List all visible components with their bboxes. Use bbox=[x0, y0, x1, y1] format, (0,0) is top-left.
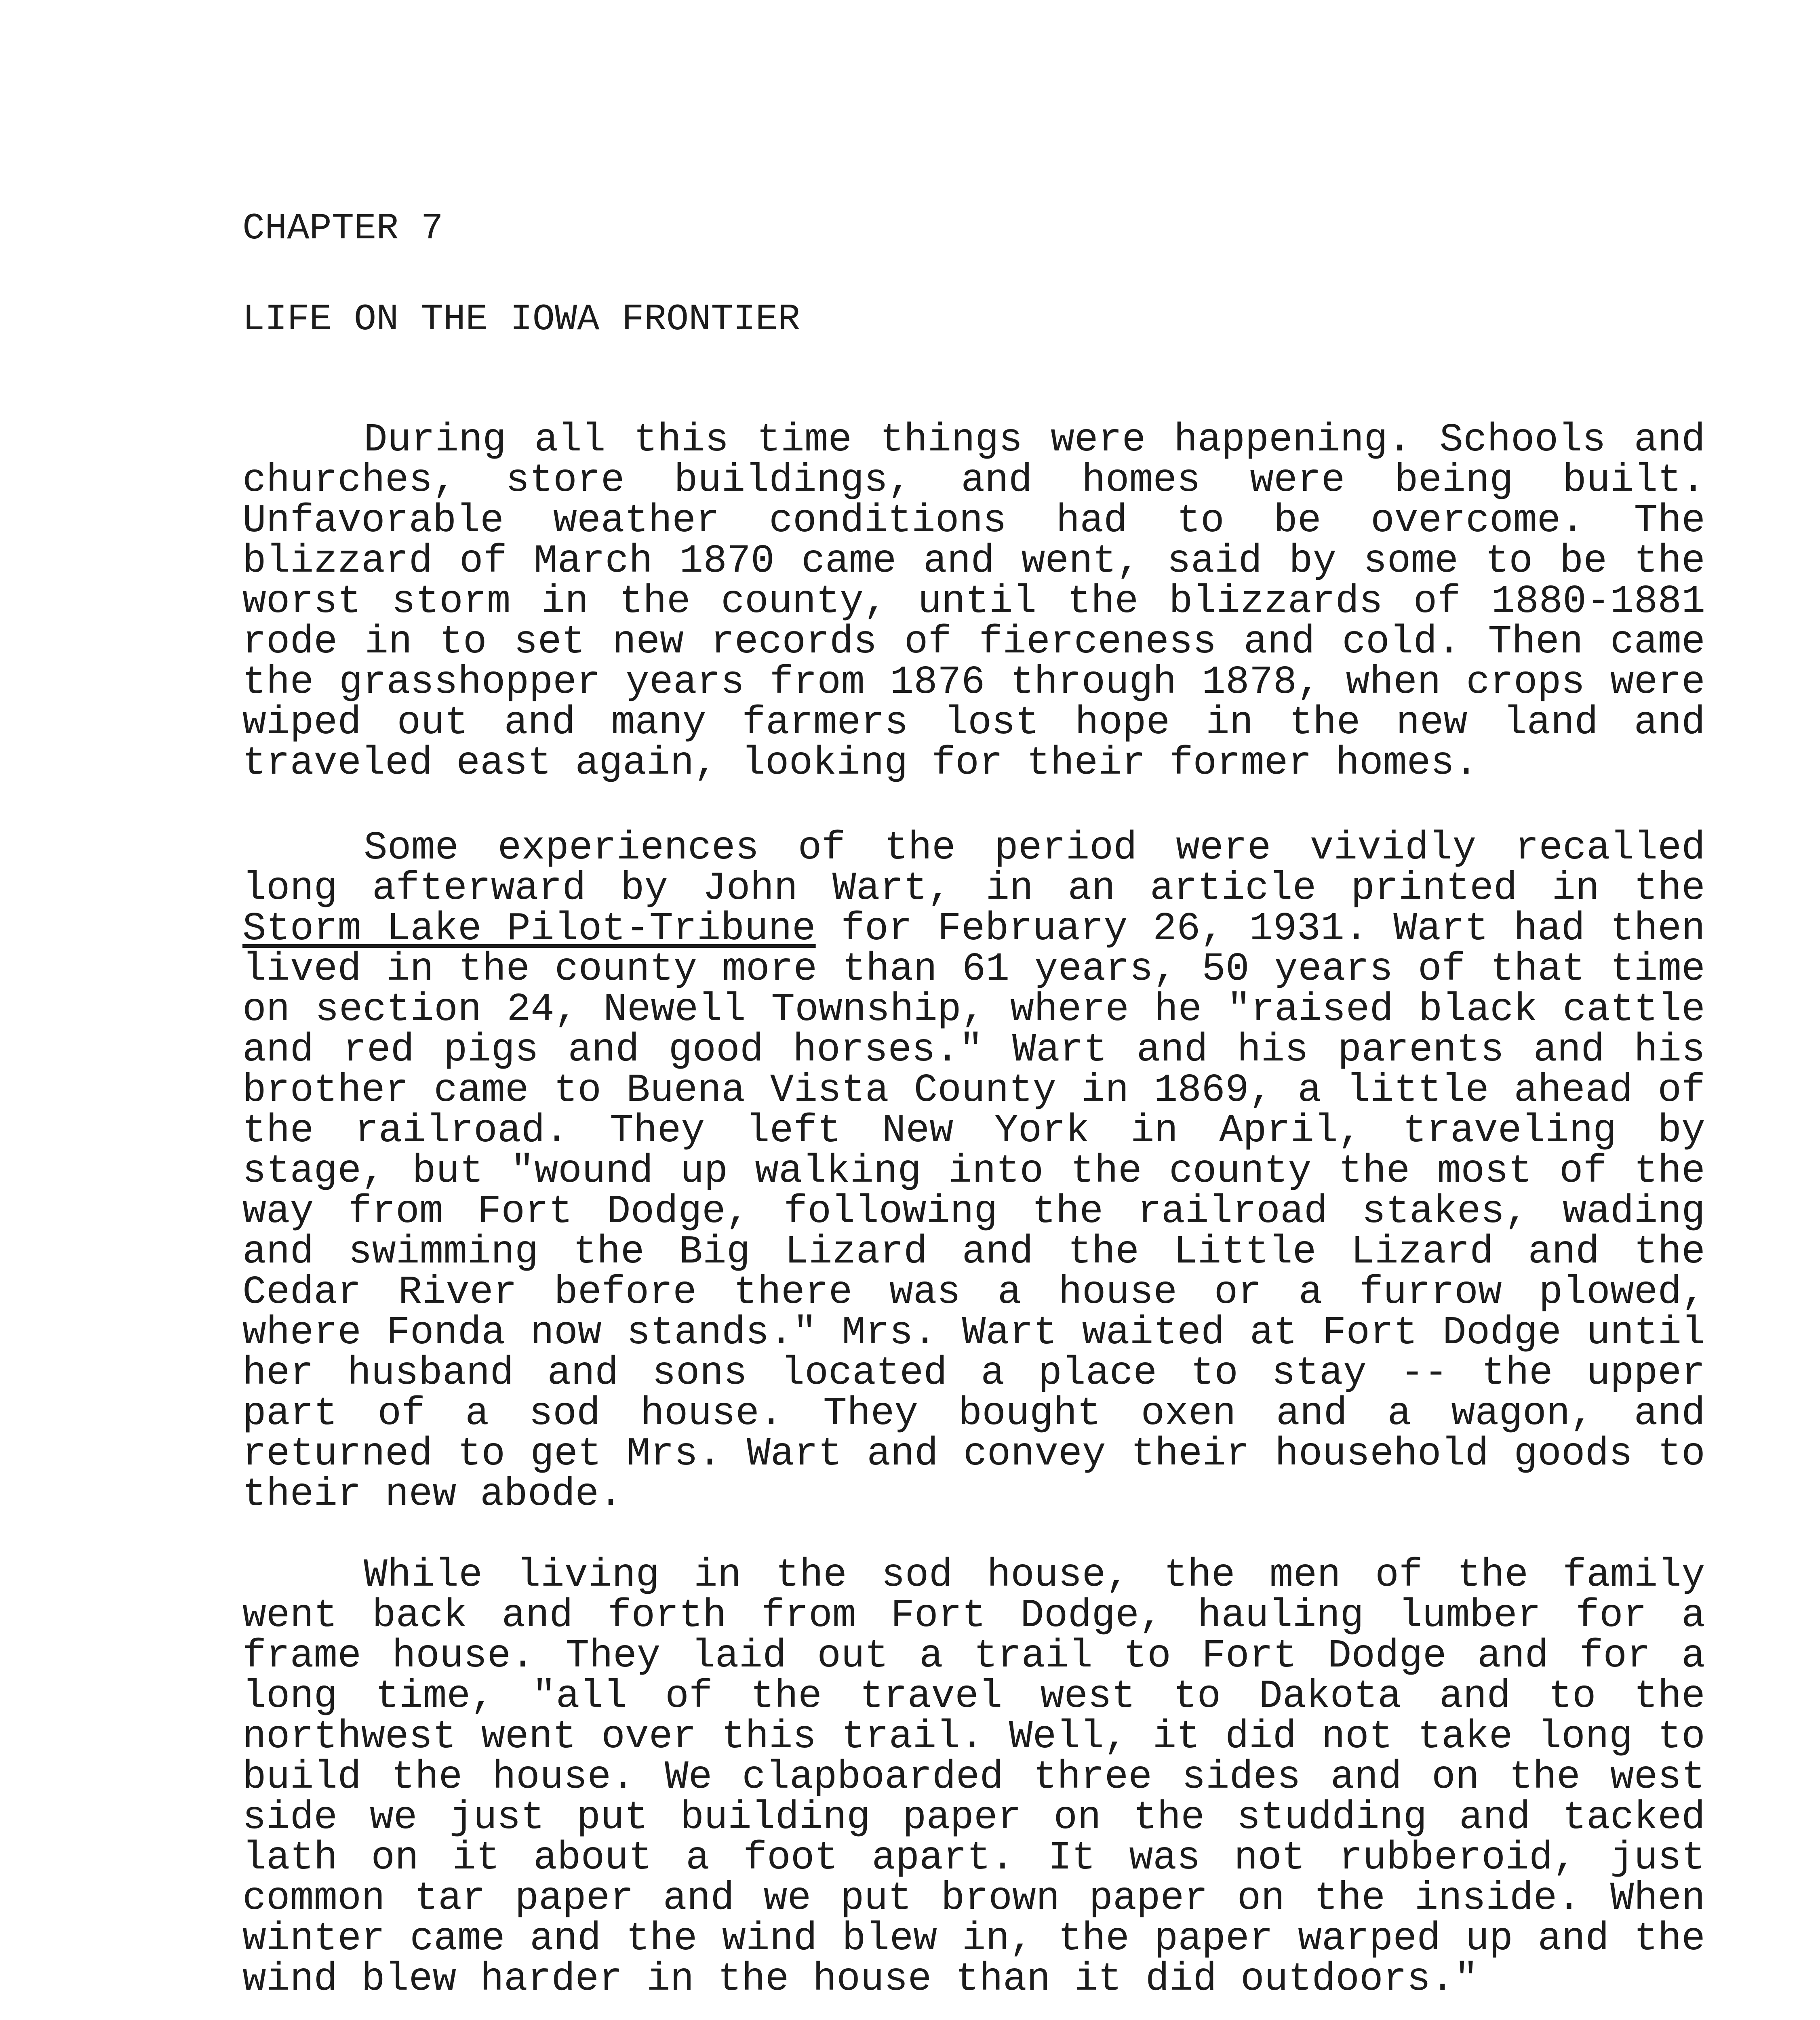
paragraph-sod-house: While living in the sod house, the men of the family went back and forth from Fort Dodge, hauling lumber for a frame house. They laid out a trail to Fort Dodge and for a long time, "all of the travel west to Dakota and to the northwest went over this trail. Well, it did not take long to build the house. We clapboarded three sides and on the west side we just put building paper on the studding and tacked lath on it about a foot apart. It was not rubberoid, just common tar paper and we put brown paper on the inside. When winter came and the wind blew in, the paper warped up and the wind blew harder in the house than it did outdoors." bbox=[242, 1553, 1705, 2002]
chapter-label: CHAPTER 7 bbox=[242, 207, 443, 250]
paragraph-text: Some experiences of the period were vividly recalled long afterward by John Wart, in an article printed in the bbox=[242, 826, 1705, 911]
paragraph-weather-hardships: During all this time things were happening. Schools and churches, store buildings, and homes were being built. Unfavorable weather conditions had to be overcome. The blizzard of March 1870 came and went, said by some to be the worst storm in the county, until the blizzards of 1880-1881 rode in to set new records of fierceness and cold. Then came the grasshopper years from 1876 through 1878, when crops were wiped out and many farmers lost hope in the new land and traveled east again, looking for their former homes. bbox=[242, 418, 1705, 786]
paragraph-john-wart-recollections bbox=[242, 828, 1705, 1515]
chapter-title: LIFE ON THE IOWA FRONTIER bbox=[242, 298, 800, 341]
publication-title: Storm Lake Pilot-Tribune bbox=[242, 907, 816, 951]
paragraph-text: for February 26, 1931. Wart had then lived in the county more than 61 years, 50 years of that time on section 24, Newell Township, where he "raised black cattle and red pigs and good horses." Wart and his parents and his brother came to Buena Vista County in 1869, a little ahead of the railroad. They left New York in April, traveling by stage, but "wound up walking into the county the most of the way from Fort Dodge, following the railroad stakes, wading and swimming the Big Lizard and the Little Lizard and the Cedar River before there was a house or a furrow plowed, where Fonda now stands." Mrs. Wart waited at Fort Dodge until her husband and sons located a place to stay -- the upper part of a sod house. They bought oxen and a wagon, and returned to get Mrs. Wart and convey their household goods to their new abode. bbox=[242, 907, 1705, 1517]
